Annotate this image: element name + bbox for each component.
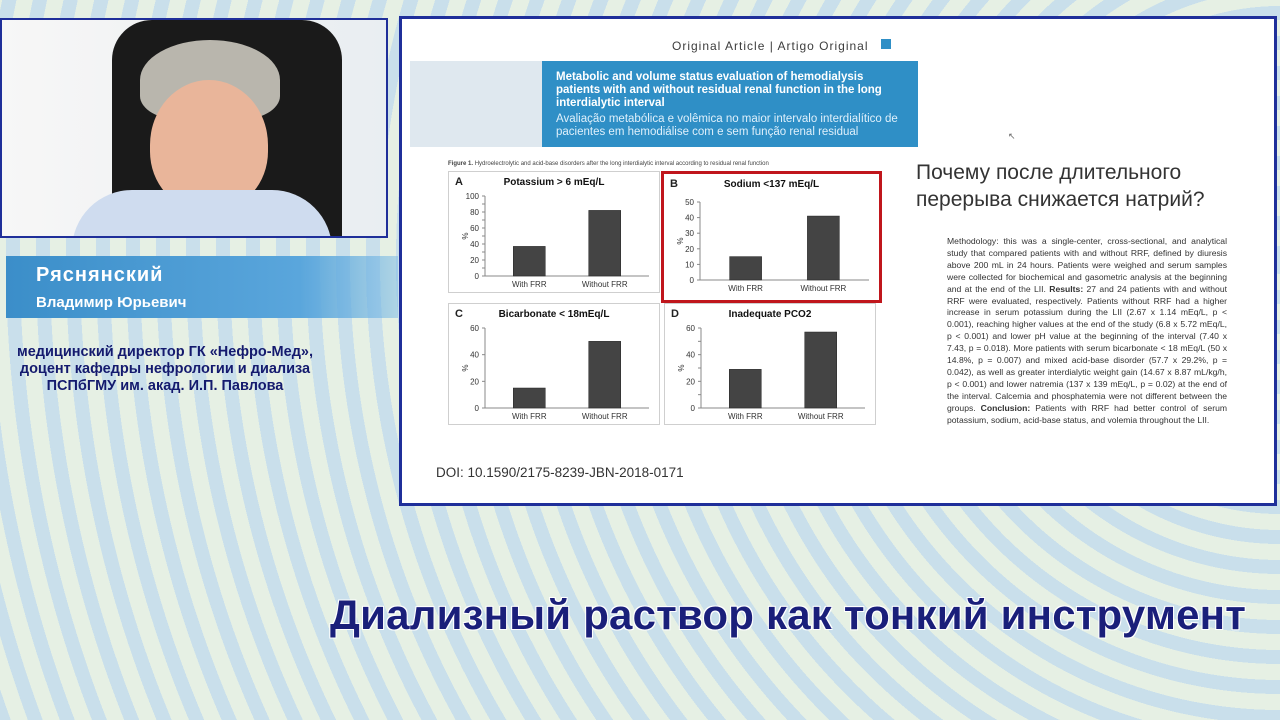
figure-caption bbox=[448, 161, 769, 167]
mouse-cursor-icon: ↖ bbox=[1008, 131, 1016, 141]
bar bbox=[589, 341, 621, 408]
bar bbox=[729, 369, 761, 408]
chart-title: Inadequate PCO2 bbox=[728, 309, 812, 320]
y-tick-label: 50 bbox=[685, 198, 694, 207]
y-tick-label: 20 bbox=[470, 256, 479, 265]
slide-question: Почему после длительного перерыва снижается натрий? bbox=[916, 161, 1205, 211]
bar bbox=[589, 210, 621, 276]
y-tick-label: 0 bbox=[689, 276, 694, 285]
y-tick-label: 10 bbox=[685, 260, 694, 270]
affiliation-line: медицинский директор ГК «Нефро-Мед», bbox=[17, 344, 313, 360]
speaker-given-names: Владимир Юрьевич bbox=[36, 294, 187, 311]
y-tick-label: 0 bbox=[690, 404, 695, 413]
speaker-surname: Ряснянский bbox=[36, 264, 164, 286]
chart-panel-a bbox=[448, 171, 660, 293]
presentation-slide bbox=[399, 16, 1277, 506]
y-tick-label: 40 bbox=[470, 240, 479, 249]
section-square-icon bbox=[881, 39, 891, 49]
section-label: Original Article | Artigo Original bbox=[672, 39, 869, 53]
x-category-label: Without FRR bbox=[581, 280, 628, 289]
chart-title: Bicarbonate < 18mEq/L bbox=[498, 309, 610, 320]
x-category-label: Without FRR bbox=[797, 412, 844, 421]
chart-panel-b bbox=[661, 171, 882, 303]
x-category-label: Without FRR bbox=[800, 284, 847, 293]
x-category-label: With FRR bbox=[728, 284, 763, 293]
abstract-conclusion-label: Conclusion: bbox=[975, 402, 1031, 413]
webcam-feed bbox=[0, 18, 388, 238]
y-tick-label: 0 bbox=[474, 404, 479, 413]
panel-letter: D bbox=[671, 308, 679, 320]
article-abstract bbox=[947, 236, 1227, 427]
y-tick-label: 20 bbox=[685, 244, 694, 254]
y-axis-label: % bbox=[461, 232, 470, 240]
speaker-affiliation bbox=[0, 344, 330, 395]
x-category-label: With FRR bbox=[511, 280, 547, 289]
y-tick-label: 100 bbox=[465, 192, 479, 201]
article-title-pt: Avaliação metabólica e volêmica no maior intervalo interdialítico de pacientes em hemodiálise com e sem função renal residual bbox=[556, 113, 898, 138]
x-category-label: With FRR bbox=[511, 412, 547, 421]
figure-caption-text: Hydroelectrolytic and acid-base disorders after the long interdialytic interval according to residual renal function bbox=[474, 161, 769, 167]
speaker-nameplate bbox=[6, 256, 398, 318]
y-tick-label: 30 bbox=[685, 229, 694, 239]
lecture-title-caption: Диализный раствор как тонкий инструмент bbox=[330, 591, 1247, 638]
y-tick-label: 40 bbox=[470, 350, 479, 360]
y-tick-label: 60 bbox=[470, 224, 479, 233]
article-doi: DOI: 10.1590/2175-8239-JBN-2018-0171 bbox=[436, 465, 684, 480]
abstract-results-label: Results: bbox=[1049, 283, 1084, 294]
affiliation-line: доцент кафедры нефрологии и диализа bbox=[19, 361, 311, 377]
y-tick-label: 40 bbox=[685, 213, 694, 223]
chart-svg bbox=[449, 304, 661, 426]
bar bbox=[730, 257, 762, 280]
x-category-label: Without FRR bbox=[581, 412, 628, 421]
y-tick-label: 80 bbox=[470, 208, 479, 217]
chart-title: Potassium > 6 mEq/L bbox=[503, 177, 605, 188]
article-title-banner bbox=[542, 61, 918, 147]
chart-panel-d bbox=[664, 303, 876, 425]
abstract-methodology: Methodology: this was a single-center, cross-sectional, and analytical study that compared patients with and without RRF, defined by diuresis above 200 mL in 24 hours. Patients were weighed and serum samples were collected for biochemical and gasometric analysis at the beginning and at the end of the LII. bbox=[947, 236, 1227, 294]
chart-svg bbox=[449, 172, 661, 294]
banner-light-block bbox=[410, 61, 542, 147]
y-axis-label: % bbox=[461, 364, 470, 372]
chart-panel-c bbox=[448, 303, 660, 425]
y-tick-label: 60 bbox=[686, 324, 695, 333]
chart-svg bbox=[664, 174, 879, 300]
y-tick-label: 20 bbox=[470, 377, 479, 387]
y-axis-label: % bbox=[677, 364, 686, 372]
y-tick-label: 20 bbox=[686, 377, 695, 387]
speaker-shirt bbox=[72, 190, 332, 238]
abstract-conclusion: Patients with RRF had better control of serum potassium, sodium, acid-base status, and volemia throughout the LII. bbox=[947, 402, 1228, 425]
x-category-label: With FRR bbox=[727, 412, 763, 421]
bar bbox=[805, 332, 837, 408]
figure-caption-label: Figure 1. bbox=[448, 161, 474, 167]
bar bbox=[513, 246, 545, 276]
abstract-results: 27 and 24 patients with and without RRF were evaluated, respectively. Patients without RRF had a higher increase in serum potassium during the LII (2.67 x 1.14 mEq/L, p < 0.001), reaching higher values at the end of the study (6.8 x 5.72 mEq/L, p < 0.001) and lower pH value at the beginning of the interval (7.40 x 7.43, p = 0.018). More patients with serum bicarbonate < 18 mEq/L (50 x 14.8%, p = 0.007) and mixed acid-base disorder (57.7 x 29.2%, p = 0.042), as well as greater interdialytic weight gain (14.67 x 8.87 mL/kg/h, p < 0.001) and lower natremia (137 x 139 mEq/L, p = 0.02) at the end of the interval. Calcemia and phosphatemia were not different between the groups. bbox=[947, 283, 1228, 413]
affiliation-line: ПСПбГМУ им. акад. И.П. Павлова bbox=[46, 378, 284, 394]
panel-letter: B bbox=[670, 178, 678, 190]
chart-svg bbox=[665, 304, 877, 426]
panel-letter: C bbox=[455, 308, 463, 320]
y-axis-label: % bbox=[676, 237, 685, 245]
bar bbox=[513, 388, 545, 408]
y-tick-label: 0 bbox=[474, 272, 479, 281]
bar bbox=[807, 216, 839, 280]
article-title-en: Metabolic and volume status evaluation of hemodialysis patients with and without residual renal function in the long interdialytic interval bbox=[556, 71, 882, 109]
chart-title: Sodium <137 mEq/L bbox=[723, 179, 820, 190]
y-tick-label: 60 bbox=[470, 324, 479, 333]
y-tick-label: 40 bbox=[686, 350, 695, 360]
panel-letter: A bbox=[455, 176, 463, 188]
